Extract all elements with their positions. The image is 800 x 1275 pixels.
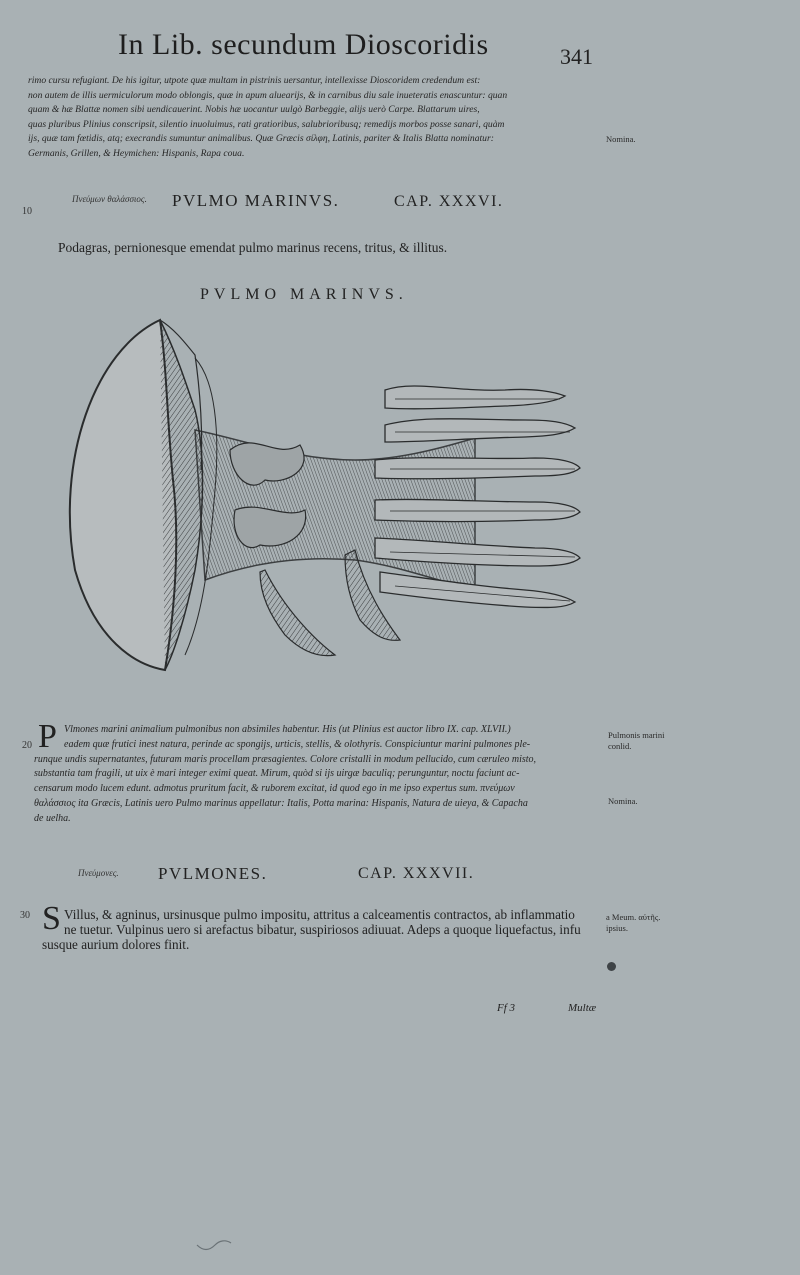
chapter-text [42, 907, 609, 952]
text-line: quam & hæ Blattæ nomen sibi uendicauerint. Nobis hæ uocantur uulgò Barbeggie, alijs uerò Carpe. Blattarum uires, [28, 104, 480, 116]
text-line: ijs, quæ tam fœtidis, atq; execrandis sumuntur animalibus. Quæ Græcis σίλφη, Latinis, pariter & Italis Blatta nominatur: [28, 133, 494, 145]
commentary-paragraph [34, 723, 604, 827]
signature-mark: Ff 3 [497, 1002, 516, 1014]
text-line: rimo cursu refugiant. De his igitur, utpote quæ multam in pistrinis uersantur, intellexisse Dioscoridem credendum est: [28, 75, 481, 86]
text-line: quas pluribus Plinius conscripsit, silentio inuoluimus, rati gratioribus, salubrioribusq; remedijs morbos posse sanari, quàm [28, 118, 505, 130]
folio-number: 341 [560, 44, 593, 69]
text-line: runque undis supernatantes, futuram maris procellam præsagientes. Colore cristalli in modum pellucido, cum cæruleo misto, [34, 753, 537, 765]
margin-note-nomina: Nomina. [606, 134, 636, 144]
pencil-mark [195, 1235, 235, 1255]
text-line: substantia tam fragili, ut uix è mari integer eximi queat. Mirum, quòd si ijs uirgæ baculiq; perunguntur, noctu faciunt ac- [34, 768, 520, 780]
margin-note: Pulmonis marini conlid. [608, 730, 665, 751]
chapter-number: CAP. XXXVI. [394, 193, 504, 210]
catchword: Multæ [568, 1002, 597, 1014]
text-line: eadem quæ frutici inest natura, perinde ac spongijs, urticis, stellis, & olothyris. Conspiciuntur marini pulmones ple- [64, 738, 531, 750]
intro-paragraph [28, 74, 608, 162]
jellyfish-illustration [55, 310, 595, 680]
text-line: non autem de illis uermiculorum modo oblongis, quæ in apum aluearijs, & in carnibus diu sale inueteratis enascuntur: quan [28, 89, 508, 101]
margin-note-nomina: Nomina. [608, 796, 638, 806]
chapter-text: Podagras, pernionesque emendat pulmo marinus recens, tritus, & illitus. [58, 240, 448, 255]
text-line: Villus, & agninus, ursinusque pulmo impositu, attritus a calceamentis contractos, ab inflammatio [64, 907, 575, 922]
text-line: ne tuetur. Vulpinus uero si arefactus bibatur, suspiriosos adiuuat. Adeps a quoque liquefactus, infu [64, 921, 581, 937]
greek-heading: Πνεύμων θαλάσσιος. [72, 194, 147, 204]
running-head: In Lib. secundum Dioscoridis [118, 28, 489, 61]
greek-heading: Πνεύμονες. [78, 868, 119, 878]
text-line: censarum modo lucem edunt. admotus pruritum facit, & ruborem excitat, id quod ego in me ipso expertus sum. πνεύμων [34, 783, 515, 795]
text-line: θαλάσσιος ita Græcis, Latinis uero Pulmo marinus appellatur: Italis, Potta marina: Hispanis, Natura de uieya, & Capacha [34, 797, 528, 809]
drop-cap: P [38, 718, 57, 755]
chapter-title: PVLMONES. [158, 864, 268, 883]
text-line: susque aurium dolores finit. [42, 936, 190, 952]
line-number: 30 [20, 910, 30, 921]
text-line: Germanis, Grillen, & Heymichen: Hispanis, Rapa coua. [28, 147, 245, 159]
margin-note: a Meum. αὐτῆς. ipsius. [606, 912, 661, 933]
chapter-title: PVLMO MARINVS. [172, 191, 340, 210]
line-number: 10 [22, 206, 32, 217]
text-line: Vlmones marini animalium pulmonibus non absimiles habentur. His (ut Plinius est auctor libro IX. cap. XLVII.) [64, 724, 511, 735]
drop-cap: S [42, 900, 61, 937]
chapter-number: CAP. XXXVII. [358, 865, 475, 882]
ink-spot [607, 962, 616, 971]
text-line: de uelha. [34, 812, 71, 824]
figure-title: PVLMO MARINVS. [200, 286, 408, 303]
line-number: 20 [22, 740, 32, 751]
